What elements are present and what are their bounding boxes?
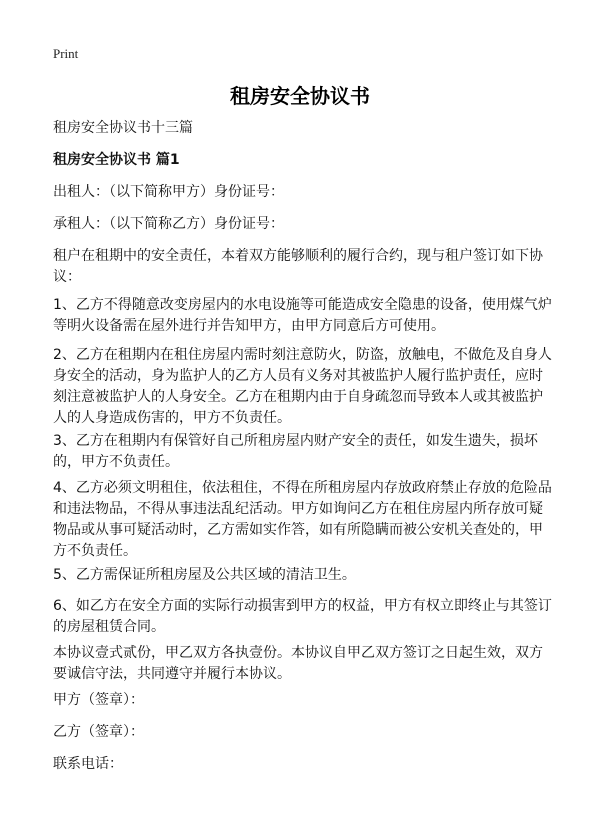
clause-6: 6、如乙方在安全方面的实际行动损害到甲方的权益，甲方有权立即终止与其签订的房屋租赁合同。: [53, 598, 552, 635]
party-b-signature: 乙方（签章）：: [53, 724, 144, 740]
clause-1: 1、乙方不得随意改变房屋内的水电设施等可能造成安全隐患的设备，使用煤气炉等明火设备需在屋外进行并告知甲方，由甲方同意后方可使用。: [53, 297, 552, 334]
clause-5: 5、乙方需保证所租房屋及公共区域的清洁卫生。: [53, 567, 356, 583]
party-a-signature: 甲方（签章）：: [53, 692, 144, 708]
print-link[interactable]: Print: [53, 46, 79, 61]
intro-paragraph: 租户在租期中的安全责任，本着双方能够顺利的履行合约，现与租户签订如下协议：: [53, 248, 543, 285]
document-subtitle: 租房安全协议书十三篇: [53, 120, 193, 136]
closing-paragraph: 本协议壹式贰份，甲乙双方各执壹份。本协议自甲乙双方签订之日起生效，双方要诚信守法，共同遵守并履行本协议。: [53, 645, 543, 682]
contact-phone: 联系电话：: [53, 756, 123, 772]
clause-2: 2、乙方在租期内在租住房屋内需时刻注意防火，防盗，放触电，不做危及自身人身安全的活动，身为监护人的乙方人员有义务对其被监护人履行监护责任，应时刻注意被监护人的人身安全。乙方在租期内由于自身疏忽而导致本人或其被监护人的人身造成伤害的，甲方不负责任。: [53, 347, 552, 426]
clause-3: 3、乙方在租期内有保管好自己所租房屋内财产安全的责任，如发生遗失，损坏的，甲方不负责任。: [53, 433, 538, 470]
lessee-line: 承租人：（以下简称乙方）身份证号：: [53, 216, 284, 232]
lessor-line: 出租人：（以下简称甲方）身份证号：: [53, 184, 284, 200]
section-heading: 租房安全协议书 篇1: [53, 152, 180, 168]
clause-4: 4、乙方必须文明租住，依法租住，不得在所租房屋内存放政府禁止存放的危险品和违法物品，不得从事违法乱纪活动。甲方如询问乙方在租住房屋内所存放可疑物品或从事可疑活动时，乙方需如实作答，如有所隐瞒而被公安机关查处的，甲方不负责任。: [53, 480, 552, 559]
document-title: 租房安全协议书: [230, 84, 370, 108]
